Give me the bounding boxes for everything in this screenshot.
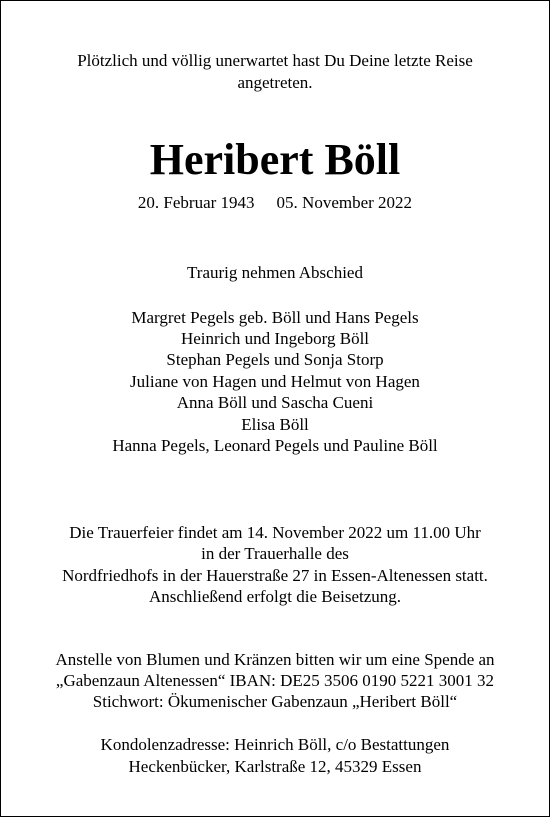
- mourner-line: Juliane von Hagen und Helmut von Hagen: [130, 372, 420, 391]
- condolence-line: Kondolenzadresse: Heinrich Böll, c/o Bestattungen: [100, 735, 450, 754]
- mourner-line: Hanna Pegels, Leonard Pegels und Pauline Böll: [112, 436, 438, 455]
- mourner-line: Heinrich und Ingeborg Böll: [180, 329, 370, 348]
- donation-line: Stichwort: Ökumenischer Gabenzaun „Heribert Böll“: [92, 692, 458, 711]
- donation-line: Anstelle von Blumen und Kränzen bitten wir um eine Spende an: [55, 650, 495, 669]
- condolence-line: Heckenbücker, Karlstraße 12, 45329 Essen: [128, 757, 422, 776]
- deceased-name: Heribert Böll: [149, 135, 401, 184]
- intro-line-2: angetreten.: [237, 73, 313, 92]
- death-date: 05. November 2022: [276, 193, 413, 212]
- donation-line: „Gabenzaun Altenessen“ IBAN: DE25 3506 0190 5221 3001 32: [55, 671, 495, 690]
- ceremony-line: Anschließend erfolgt die Beisetzung.: [148, 587, 402, 606]
- mourner-line: Margret Pegels geb. Böll und Hans Pegels: [131, 308, 419, 327]
- birth-date: 20. Februar 1943: [137, 193, 255, 212]
- intro-line-1: Plötzlich und völlig unerwartet hast Du Deine letzte Reise: [77, 51, 473, 70]
- ceremony-line: in der Trauerhalle des: [201, 544, 349, 563]
- life-dates: [1, 192, 549, 213]
- mourner-line: Elisa Böll: [241, 415, 309, 434]
- ceremony-line: Die Trauerfeier findet am 14. November 2022 um 11.00 Uhr: [69, 523, 481, 542]
- mourner-line: Anna Böll und Sascha Cueni: [176, 393, 374, 412]
- ceremony-line: Nordfriedhofs in der Hauerstraße 27 in Essen-Altenessen statt.: [62, 566, 488, 585]
- mourning-heading: Traurig nehmen Abschied: [187, 263, 363, 282]
- mourner-line: Stephan Pegels und Sonja Storp: [166, 350, 384, 369]
